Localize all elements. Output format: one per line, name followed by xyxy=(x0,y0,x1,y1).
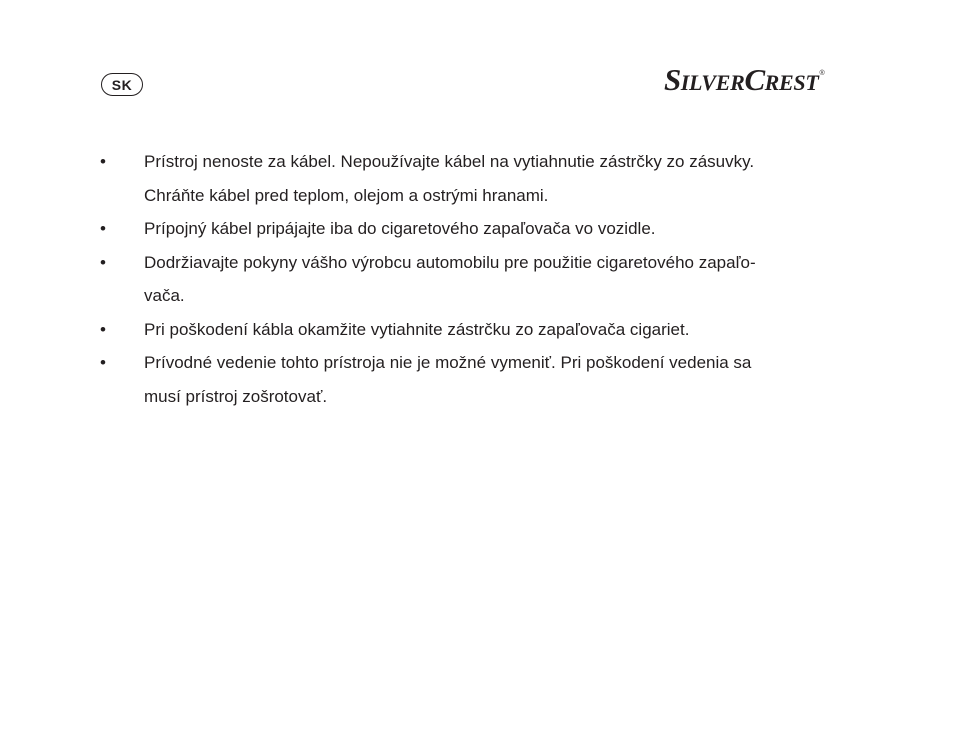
logo-letter-c: C xyxy=(744,62,765,97)
list-item-line: Prístroj nenoste za kábel. Nepoužívajte kábel na vytiahnutie zástrčky zo zásuvky. xyxy=(144,152,755,171)
list-item xyxy=(100,246,870,313)
logo-letter-s: S xyxy=(664,62,681,97)
list-item xyxy=(100,145,870,212)
list-item-line: musí prístroj zošrotovať. xyxy=(144,386,328,406)
list-item-line: Chráňte kábel pred teplom, olejom a ostrými hranami. xyxy=(144,185,549,205)
list-item-line: Prívodné vedenie tohto prístroja nie je možné vymeniť. Pri poškodení vedenia sa xyxy=(144,353,752,372)
list-item xyxy=(100,212,870,246)
registered-mark: ® xyxy=(819,70,825,77)
bullet-icon: • xyxy=(100,353,106,372)
list-item-line: Dodržiavajte pokyny vášho výrobcu automobilu pre použitie cigaretového zapaľo- xyxy=(144,252,756,272)
safety-instructions-list xyxy=(100,145,870,413)
silvercrest-logo xyxy=(664,62,856,98)
list-item-line: vača. xyxy=(144,286,185,305)
logo-text-ilver: ILVER xyxy=(680,70,745,95)
bullet-icon: • xyxy=(100,219,106,238)
bullet-icon: • xyxy=(100,152,106,171)
list-item-line: Prípojný kábel pripájajte iba do cigaretového zapaľovača vo vozidle. xyxy=(144,219,656,238)
bullet-icon: • xyxy=(100,319,106,339)
bullet-icon: • xyxy=(100,252,106,272)
list-item-line: Pri poškodení kábla okamžite vytiahnite zástrčku zo zapaľovača cigariet. xyxy=(144,319,690,339)
language-badge: SK xyxy=(101,73,143,96)
list-item xyxy=(100,346,870,413)
logo-text-rest: REST xyxy=(764,70,819,95)
list-item xyxy=(100,313,870,347)
